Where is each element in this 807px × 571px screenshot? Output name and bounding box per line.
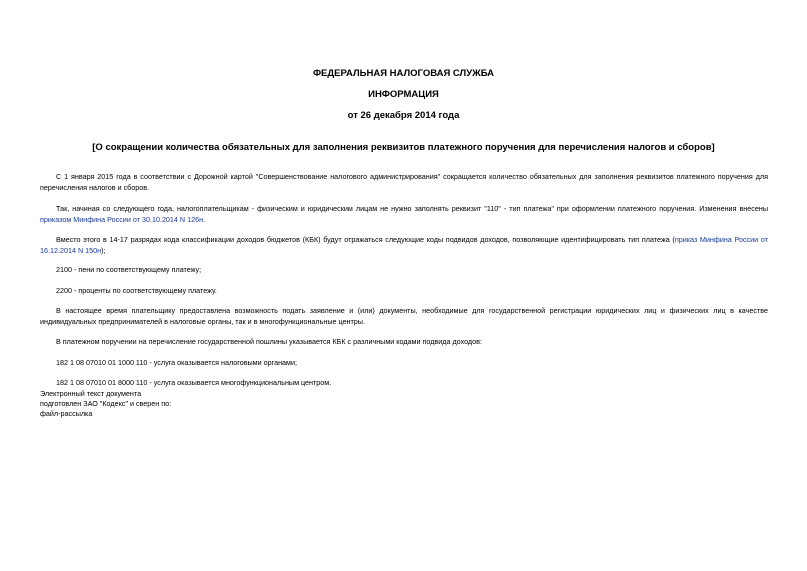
order-126n-link[interactable]: приказом Минфина России от 30.10.2014 N 126н	[40, 214, 204, 224]
paragraph-7: В платежном поручении на перечисление государственной пошлины указывается КБК с различными кодами подвида доходов:	[56, 337, 482, 346]
kbk-mfc-line: 182 1 08 07010 01 8000 110 - услуга оказывается многофункциональным центром.	[56, 378, 332, 387]
paragraph-2-text: Так, начиная со следующего года, налогоплательщикам - физическим и юридическим лицам не нужно заполнять реквизит "110" - тип платежа" при оформлении платежного поручения. Изменения внесены	[56, 204, 768, 213]
paragraph-6: В настоящее время плательщику предоставлена возможность подать заявление и (или) документы, необходимые для государственной регистрации юридических лиц и физических лиц в качестве индивидуальных предпринимателей в налоговые органы, так и в многофункциональные центры.	[40, 306, 768, 326]
kbk-tax-authority-line: 182 1 08 07010 01 1000 110 - услуга оказывается налоговыми органами;	[56, 358, 298, 367]
agency-heading: ФЕДЕРАЛЬНАЯ НАЛОГОВАЯ СЛУЖБА	[312, 68, 495, 79]
paragraph-3	[40, 235, 768, 256]
footer-line-3: файл-рассылка	[40, 409, 93, 418]
code-2200-line: 2200 - проценты по соответствующему платежу.	[56, 286, 217, 295]
order-150n-link[interactable]: приказ Минфина России от 16.12.2014 N 150н	[40, 235, 768, 255]
paragraph-1: С 1 января 2015 года в соответствии с Дорожной картой "Совершенствование налогового администрирования" сокращается количество обязательных для заполнения реквизитов платежного поручения для перечисления налогов и сборов.	[40, 172, 768, 192]
footer-line-1: Электронный текст документа	[40, 389, 142, 398]
document-subject: [О сокращении количества обязательных для заполнения реквизитов платежного поручения для перечисления налогов и сборов]	[92, 142, 715, 153]
paragraph-3-end: );	[101, 245, 106, 255]
document-date: от 26 декабря 2014 года	[347, 110, 460, 121]
code-2100-line: 2100 - пени по соответствующему платежу;	[56, 265, 202, 274]
footer-line-2: подготовлен ЗАО "Кодекс" и сверен по:	[40, 399, 172, 408]
paragraph-2	[40, 204, 768, 225]
document-type-heading: ИНФОРМАЦИЯ	[368, 89, 439, 100]
paragraph-2-end: .	[203, 214, 206, 224]
paragraph-3-text: Вместо этого в 14-17 разрядах кода классификации доходов бюджетов (КБК) будут отражаться следующие коды подвидов доходов, позволяющие идентифицировать тип платежа (	[56, 235, 675, 244]
